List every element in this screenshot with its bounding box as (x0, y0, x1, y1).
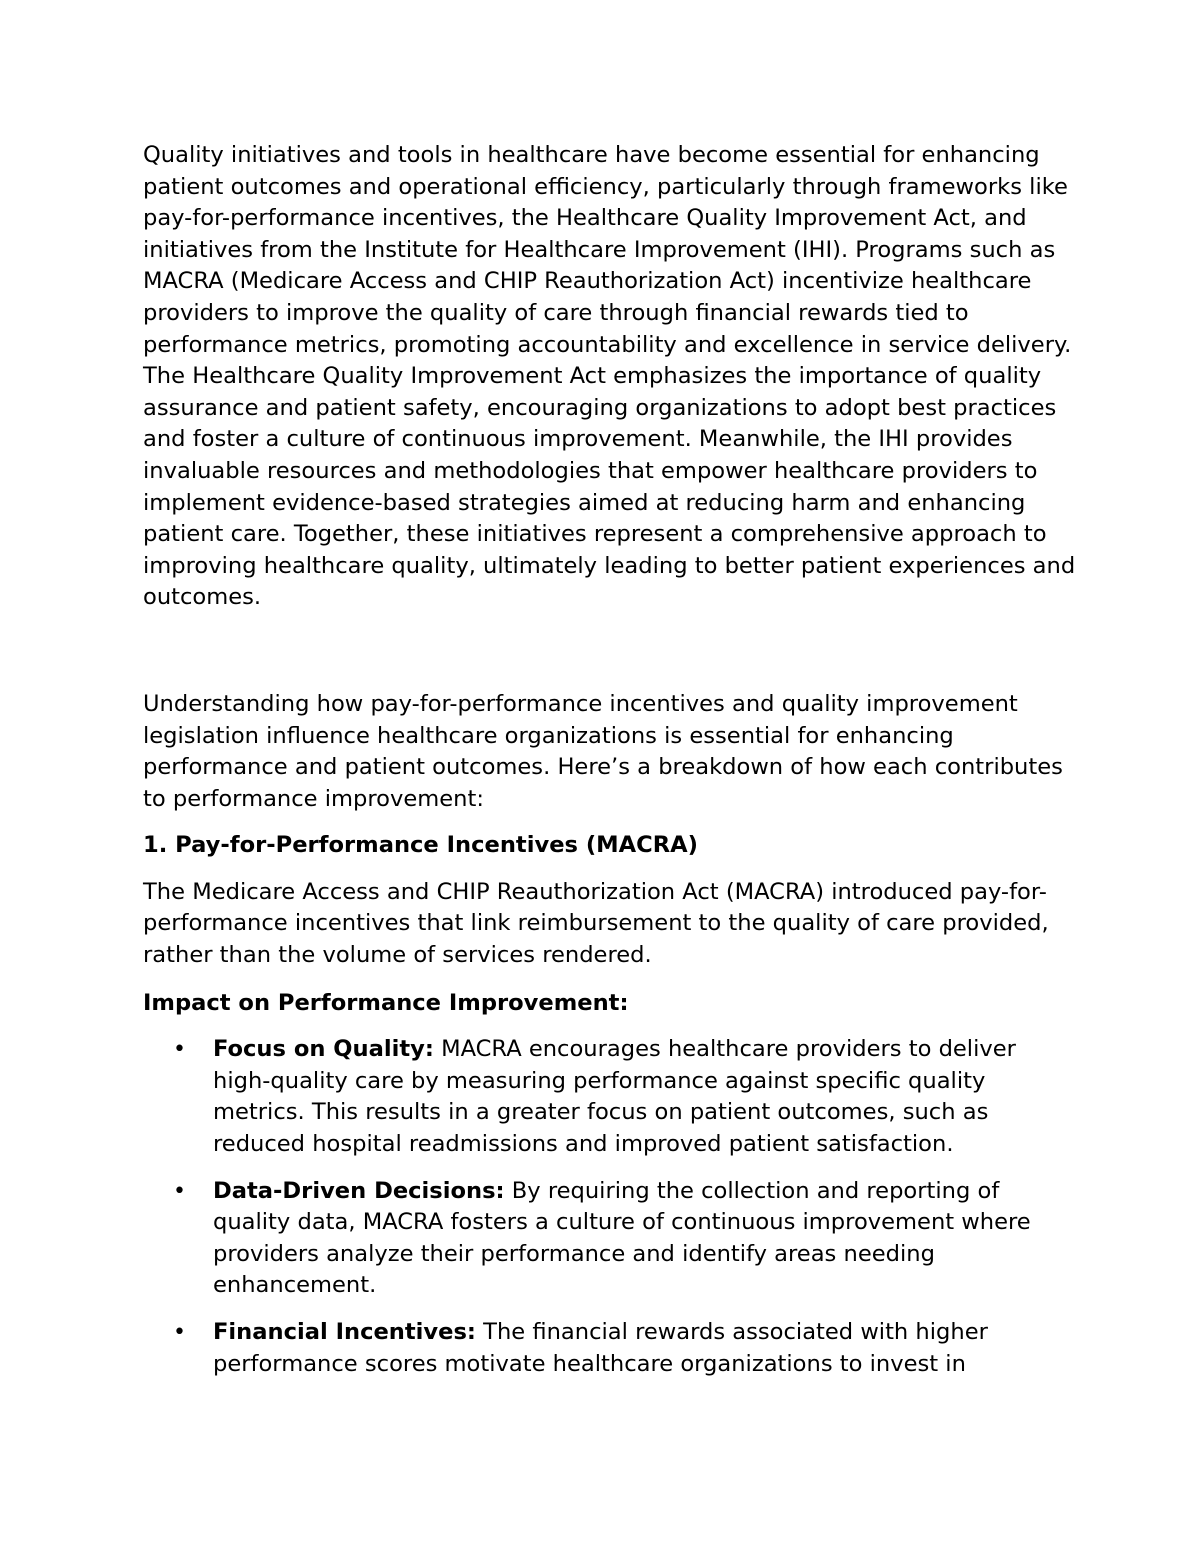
section-heading-macra: 1. Pay-for-Performance Incentives (MACRA) (143, 832, 698, 859)
bullet-icon: • (173, 1320, 186, 1345)
bullet-label: Financial Incentives: (213, 1319, 476, 1345)
document-page (143, 140, 1078, 1395)
bullet-icon: • (173, 1178, 186, 1204)
section-intro-paragraph: Understanding how pay-for-performance incentives and quality improvement legislation influence healthcare organizations is essential for enhancing performance and patient outcomes. Here’s a breakdown of how each contributes to performance improvement: (143, 690, 1063, 812)
bullet-item-financial-incentives (143, 1317, 1078, 1380)
bullet-text: MACRA encourages healthcare providers to deliver high-quality care by measuring performance against specific quality metrics. This results in a greater focus on patient outcomes, such as reduced hospital readmissions and improved patient satisfaction. (213, 1036, 1016, 1158)
bullet-text: By requiring the collection and reporting of quality data, MACRA fosters a culture of continuous improvement where providers analyze their performance and identify areas needing enhancement. (213, 1177, 1031, 1299)
macra-paragraph: The Medicare Access and CHIP Reauthorization Act (MACRA) introduced pay-for-performance incentives that link reimbursement to the quality of care provided, rather than the volume of services rendered. (143, 878, 1049, 969)
bullet-item-focus-on-quality (143, 1034, 1078, 1160)
bullet-label: Data-Driven Decisions: (213, 1177, 505, 1204)
bullet-item-data-driven-decisions (143, 1176, 1078, 1302)
bullet-text: The financial rewards associated with higher performance scores motivate healthcare organizations to invest in (213, 1319, 988, 1377)
intro-paragraph: Quality initiatives and tools in healthcare have become essential for enhancing patient outcomes and operational efficiency, particularly through frameworks like pay-for-performance incentives, the Healthcare Quality Improvement Act, and initiatives from the Institute for Healthcare Improvement (IHI). Programs such as MACRA (Medicare Access and CHIP Reauthorization Act) incentivize healthcare providers to improve the quality of care through financial rewards tied to performance metrics, promoting accountability and excellence in service delivery. The Healthcare Quality Improvement Act emphasizes the importance of quality assurance and patient safety, encouraging organizations to adopt best practices and foster a culture of continuous improvement. Meanwhile, the IHI provides invaluable resources and methodologies that empower healthcare providers to implement evidence-based strategies aimed at reducing harm and enhancing patient care. Together, these initiatives represent a comprehensive approach to improving healthcare quality, ultimately leading to better patient experiences and outcomes. (143, 142, 1076, 611)
impact-bullet-list (143, 1034, 1078, 1380)
impact-heading: Impact on Performance Improvement: (143, 989, 629, 1016)
bullet-icon: • (173, 1037, 186, 1063)
bullet-label: Focus on Quality: (213, 1036, 434, 1063)
